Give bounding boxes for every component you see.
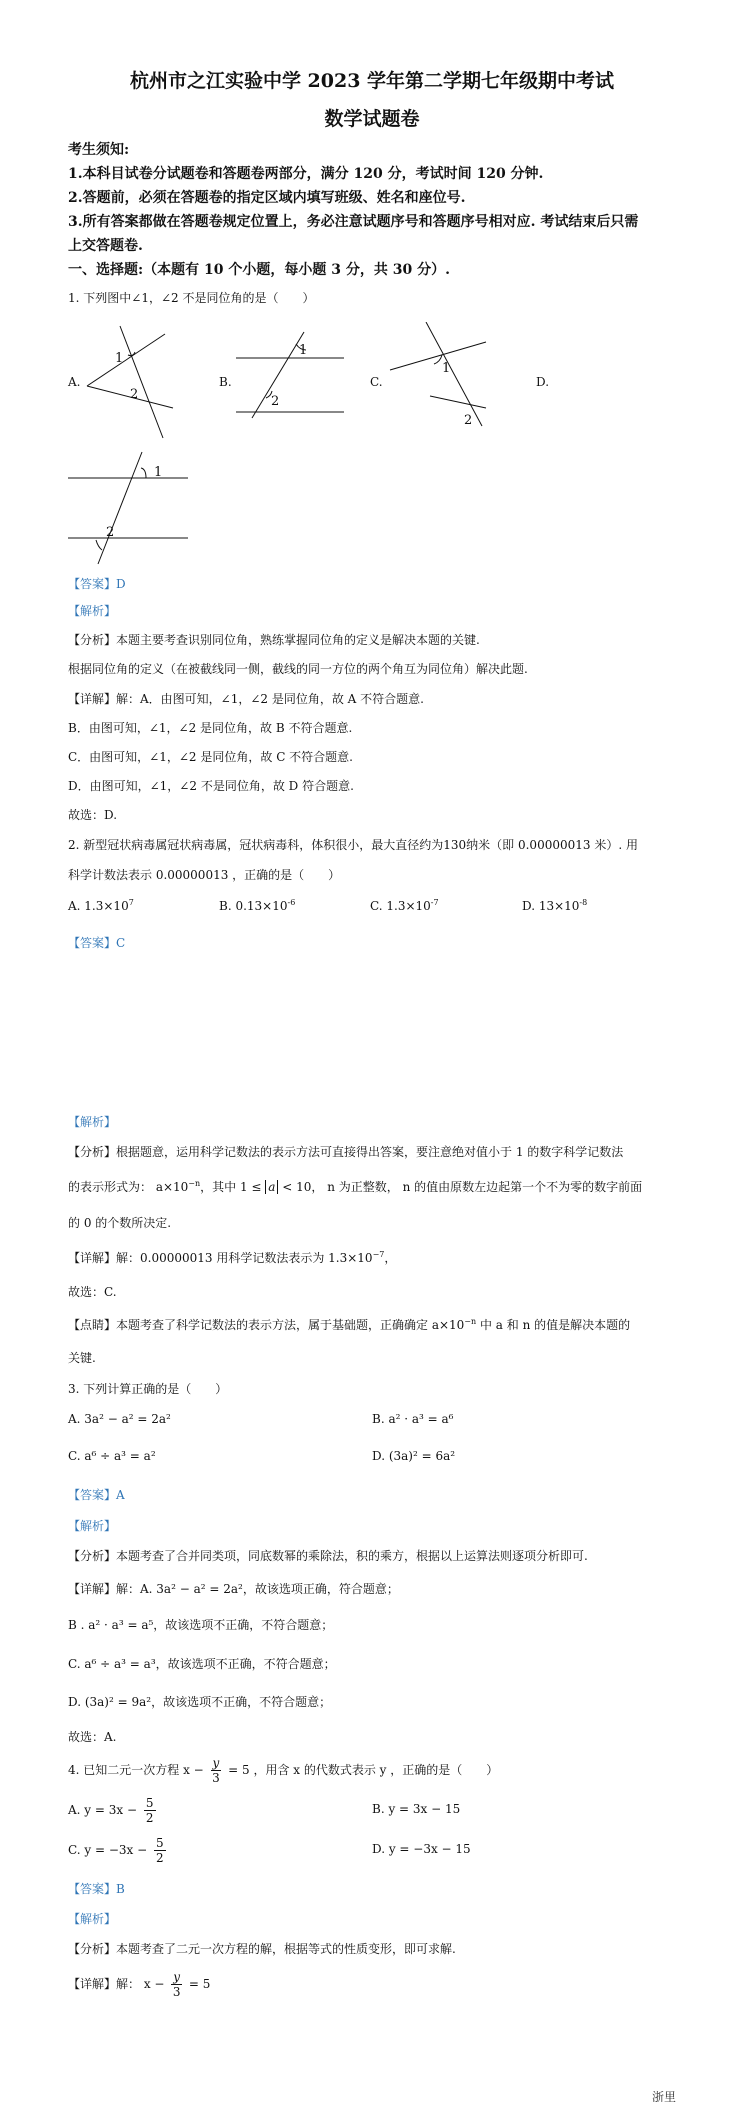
notice-item-3: 3.所有答案都做在答题卷规定位置上，务必注意试题序号和答题序号相对应. 考试结束后只需 (68, 214, 639, 230)
q2-option-c: C. $1.3\times 10^{-7}$ (370, 898, 439, 913)
exam-title: 杭州市之江实验中学 2023 学年第二学期七年级期中考试 (129, 70, 615, 92)
q1-detail-a: 【详解】解：A．由图可知，∠1，∠2 是同位角，故 A 不符合题意. (68, 692, 424, 706)
q2-choose: 故选：C. (68, 1285, 117, 1299)
q3-stem: 3. 下列计算正确的是（ ） (68, 1382, 228, 1396)
q4-analysis-tag: 【解析】 (68, 1912, 117, 1926)
q3-answer: 【答案】A (68, 1488, 125, 1502)
q1-d-angle-2: 2 (106, 525, 115, 540)
q2-option-b: B. $0.13\times 10^{-6}$ (219, 898, 296, 913)
q3-choose: 故选：A. (68, 1730, 117, 1744)
q2-fenxi-2: 的表示形式为： $a\times 10^{-n}$，其中 1 ≤ a < 10， n 为正整数， n 的值由原数左边起第一个不为零的数字前面 (68, 1179, 643, 1194)
q2-option-a: A. $1.3\times 10^7$ (68, 898, 134, 913)
q3-analysis-tag: 【解析】 (68, 1519, 117, 1533)
exam-subtitle: 数学试题卷 (324, 108, 420, 130)
q3-fenxi: 【分析】本题考查了合并同类项，同底数幂的乘除法，积的乘方，根据以上运算法则逐项分析即可. (68, 1549, 588, 1563)
q1-a-angle-1: 1 (115, 351, 124, 366)
q1-a-angle-2: 2 (130, 387, 139, 402)
notice-item-2: 2.答题前，必须在答题卷的指定区域内填写班级、姓名和座位号. (68, 190, 466, 206)
q1-b-angle-2: 2 (271, 394, 280, 409)
q1-detail-b: B．由图可知，∠1，∠2 是同位角，故 B 不符合题意. (68, 721, 353, 735)
q2-comment-2: 关键. (68, 1351, 96, 1365)
q1-detail-c: C．由图可知，∠1，∠2 是同位角，故 C 不符合题意. (68, 750, 354, 764)
q3-option-b: B. a² · a³ = a⁶ (372, 1412, 454, 1426)
q1-figure-d (68, 450, 196, 566)
q1-analysis-tag: 【解析】 (68, 604, 117, 618)
q4-fenxi: 【分析】本题考查了二元一次方程的解，根据等式的性质变形，即可求解. (68, 1942, 456, 1956)
q1-b-angle-1: 1 (299, 343, 308, 358)
q1-option-d-label: D. (536, 375, 550, 389)
notice-item-1: 1.本科目试卷分试题卷和答题卷两部分，满分 120 分，考试时间 120 分钟. (68, 166, 544, 182)
q1-d-angle-1: 1 (154, 465, 163, 480)
q2-stem-1: 2. 新型冠状病毒属冠状病毒属，冠状病毒科，体积很小，最大直径约为130纳米（即 0.00000013 米）. 用 (68, 838, 638, 852)
q2-answer: 【答案】C (68, 936, 126, 950)
q3-option-a: A. 3a² − a² = 2a² (68, 1412, 171, 1426)
q1-fenxi: 【分析】本题主要考查识别同位角，熟练掌握同位角的定义是解决本题的关键. (68, 633, 480, 647)
section-heading: 一、选择题:（本题有 10 个小题，每小题 3 分，共 30 分）. (68, 262, 450, 278)
q1-c-angle-1: 1 (442, 361, 451, 376)
q1-figure-c (386, 322, 501, 432)
q1-option-b-label: B. (219, 375, 232, 389)
q1-choose: 故选：D. (68, 808, 118, 822)
q4-option-c: C. y = −3x − $\frac{5}{2}$ (68, 1836, 164, 1865)
q3-detail-d: D. (3a)² = 9a²，故该选项不正确，不符合题意； (68, 1695, 332, 1709)
notice-item-3-cont: 上交答题卷. (68, 238, 143, 254)
q1-option-a-label: A. (68, 375, 81, 389)
q2-option-d: D. $13\times 10^{-8}$ (522, 898, 588, 913)
q2-fenxi-3: 的 0 的个数所决定. (68, 1216, 172, 1230)
q2-stem-2: 科学计数法表示 0.00000013 ，正确的是（ ） (68, 868, 341, 882)
q3-option-d: D. (3a)² = 6a² (372, 1449, 456, 1463)
notice-heading: 考生须知: (68, 142, 130, 158)
q2-detail: 【详解】解：0.00000013 用科学记数法表示为 $1.3\times 10^{-7}$， (68, 1250, 397, 1265)
q2-analysis-tag: 【解析】 (68, 1115, 117, 1129)
q3-detail-a: 【详解】解：A. 3a² − a² = 2a²，故该选项正确，符合题意； (68, 1582, 399, 1596)
q1-option-c-label: C. (370, 375, 383, 389)
q1-detail-d: D．由图可知，∠1，∠2 不是同位角，故 D 符合题意. (68, 779, 354, 793)
q4-option-d: D. y = −3x − 15 (372, 1842, 471, 1856)
q4-option-a: A. y = 3x − $\frac{5}{2}$ (68, 1796, 154, 1825)
q4-stem: 4. 已知二元一次方程 x − $\frac{y}{3}$ = 5 ，用含 x 的代数式表示 y ，正确的是（ ） (68, 1756, 499, 1785)
q2-comment-1: 【点睛】本题考查了科学记数法的表示方法，属于基础题，正确确定 $a\times 10^{-n}$ 中 a 和 n 的值是解决本题的 (68, 1317, 631, 1332)
q4-answer: 【答案】B (68, 1882, 125, 1896)
q4-detail: 【详解】解： x − $\frac{y}{3}$ = 5 (68, 1970, 211, 1999)
q1-c-angle-2: 2 (464, 413, 473, 428)
q2-fenxi-1: 【分析】根据题意，运用科学记数法的表示方法可直接得出答案，要注意绝对值小于 1 的数字科学记数法 (68, 1145, 624, 1159)
footer-corner-text: 浙里 (652, 2090, 677, 2104)
q3-detail-b: B . a² · a³ = a⁵，故该选项不正确，不符合题意； (68, 1618, 334, 1632)
q1-definition: 根据同位角的定义（在被截线同一侧，截线的同一方位的两个角互为同位角）解决此题. (68, 662, 528, 676)
q3-detail-c: C. a⁶ ÷ a³ = a³，故该选项不正确，不符合题意； (68, 1657, 336, 1671)
q4-option-b: B. y = 3x − 15 (372, 1802, 461, 1816)
q1-figure-b (236, 330, 346, 420)
q1-answer: 【答案】D (68, 577, 126, 591)
q1-stem: 1. 下列图中∠1，∠2 不是同位角的是（ ） (68, 291, 315, 305)
q3-option-c: C. a⁶ ÷ a³ = a² (68, 1449, 156, 1463)
q1-figure-a (85, 322, 180, 442)
